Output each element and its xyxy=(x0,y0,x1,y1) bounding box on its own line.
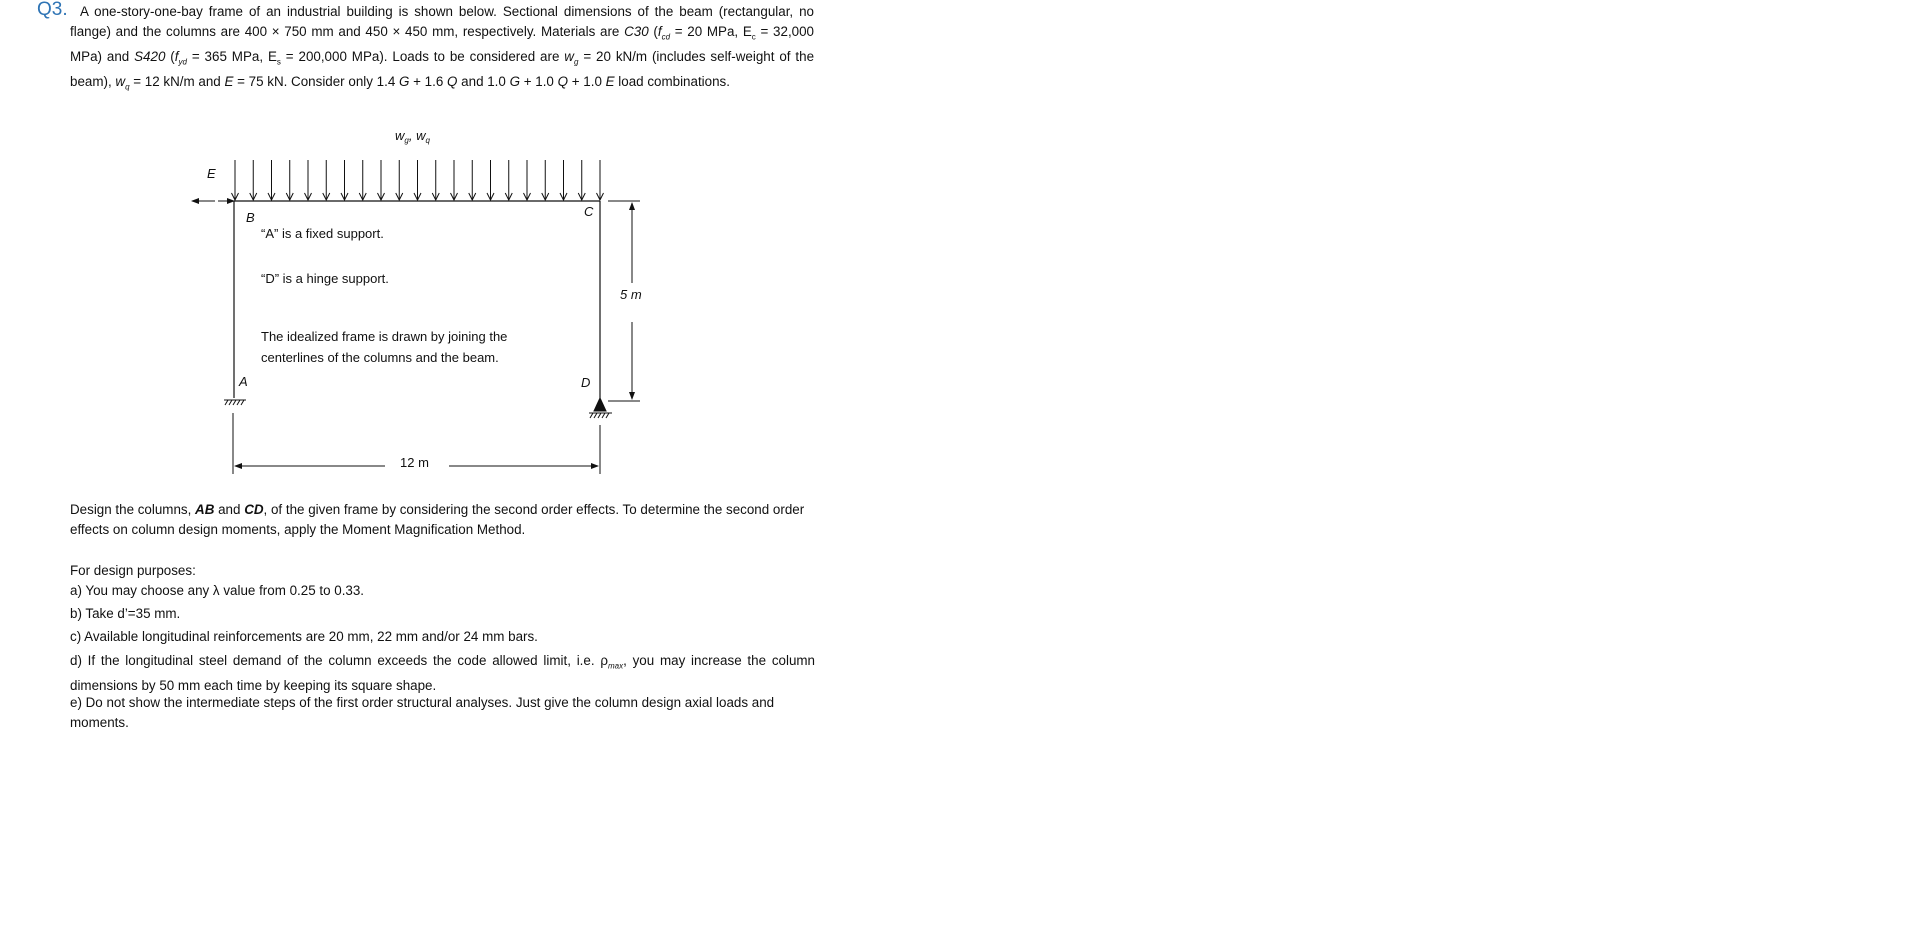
note-idealized-line1: The idealized frame is drawn by joining the xyxy=(261,329,508,344)
node-b-label: B xyxy=(246,210,255,225)
height-label: 5 m xyxy=(620,287,642,302)
design-purposes-title: For design purposes: xyxy=(70,563,196,578)
node-a-label: A xyxy=(239,374,248,389)
fixed-support-a xyxy=(224,400,246,405)
question-intro: A one-story-one-bay frame of an industrial building is shown below. Sectional dimensions of the beam (rectangular, no flange) and the columns are 400 × 750 mm and 450 × 450 mm, respectively. Materials are C30 ($f_{cd} = 20$ MPa, $E_c = 32,000$ MPa) and S420 ($f_{yd} = 365$ MPa, $E_s = 200,000$ MPa). Loads to be considered are $w_g = 20$ kN/m (includes self-weight of the beam), $w_q = 12$ kN/m and E = 75 kN. Consider only 1.4 G + 1.6 Q and 1.0 G + 1.0 Q + 1.0 E load combinations. xyxy=(70,4,815,92)
node-c-label: C xyxy=(584,204,594,219)
purpose-item-d: d) If the longitudinal steel demand of the column exceeds the code allowed limit, i.e. $\rho_{max}$, you may increase the column dimensions by 50 mm each time by keeping its square shape. xyxy=(70,653,815,694)
purpose-item-e: e) Do not show the intermediate steps of the first order structural analyses. Just give the column design axial loads and moments. xyxy=(70,695,775,730)
lateral-load-label: E xyxy=(207,166,216,181)
note-fixed-support: “A” is a fixed support. xyxy=(261,226,384,241)
design-instructions: Design the columns, AB and CD, of the given frame by considering the second order effects. To determine the second order effects on column design moments, apply the Moment Magnification Method. xyxy=(70,502,805,537)
purpose-item-c: c) Available longitudinal reinforcements are 20 mm, 22 mm and/or 24 mm bars. xyxy=(70,629,538,644)
purpose-item-a: a) You may choose any λ value from 0.25 to 0.33. xyxy=(70,583,365,598)
distributed-load-arrows xyxy=(232,160,604,200)
node-d-label: D xyxy=(581,375,591,390)
load-label: $w_g$, $w_q$ xyxy=(395,128,430,145)
question-number: Q3. xyxy=(37,0,68,20)
note-hinge-support: “D” is a hinge support. xyxy=(261,271,389,286)
span-label: 12 m xyxy=(400,455,429,470)
note-idealized-line2: centerlines of the columns and the beam. xyxy=(261,350,499,365)
purpose-item-b: b) Take d’=35 mm. xyxy=(70,606,181,621)
